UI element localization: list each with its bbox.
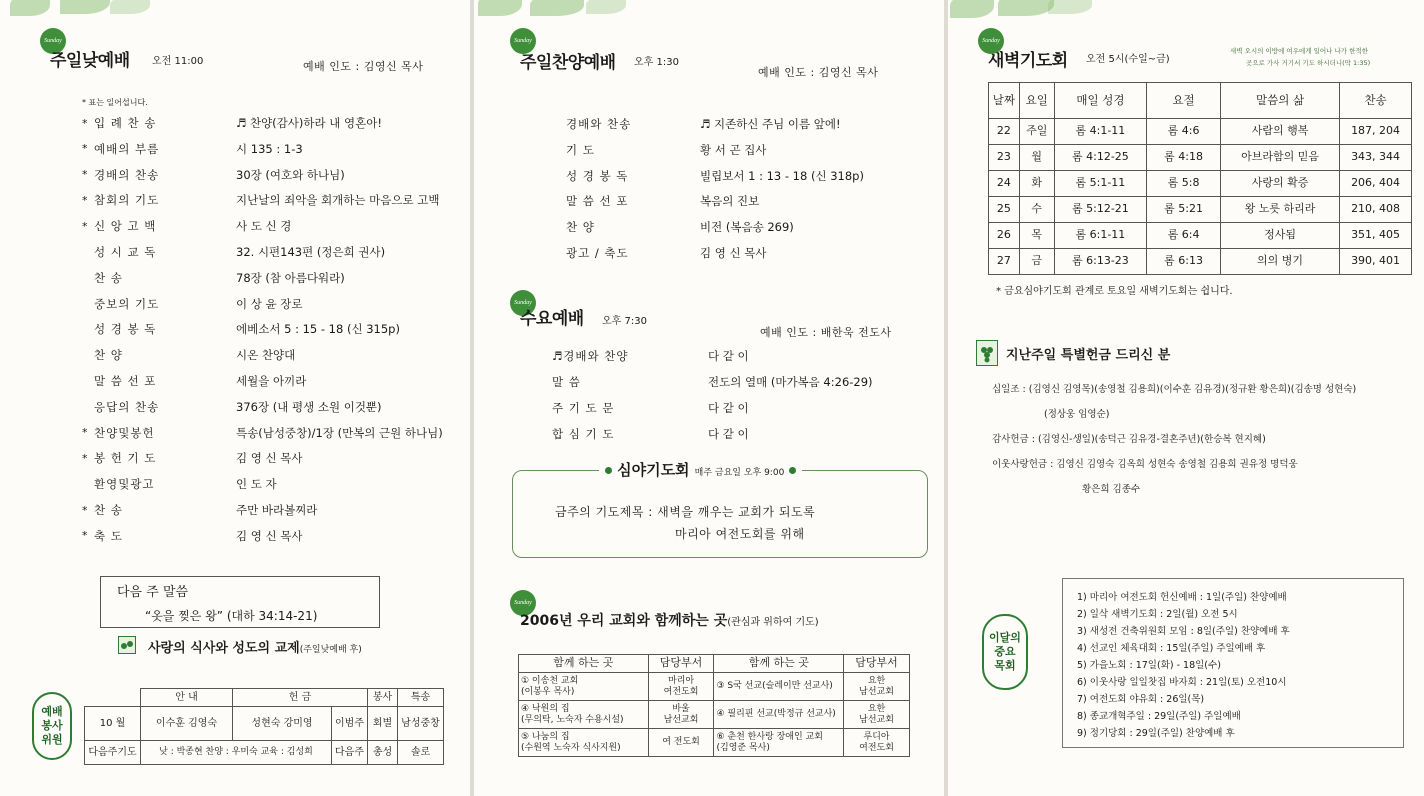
table-cell: 210, 408 bbox=[1340, 197, 1412, 223]
table-cell: 10 월 bbox=[85, 707, 141, 741]
table-cell: 목 bbox=[1019, 223, 1054, 249]
wednesday-time: 오후 7:30 bbox=[602, 316, 647, 327]
table-cell: 343, 344 bbox=[1340, 145, 1412, 171]
order-label: 응답의 찬송 bbox=[94, 399, 160, 414]
order-row bbox=[552, 398, 749, 418]
order-label: 축 도 bbox=[94, 528, 123, 543]
table-cell: 수 bbox=[1019, 197, 1054, 223]
table-cell: 롬 6:13 bbox=[1147, 249, 1221, 275]
table-cell: 요한 남선교회 bbox=[844, 701, 910, 729]
month-label-3: 목회 bbox=[994, 659, 1016, 673]
table-cell: 롬 5:12-21 bbox=[1054, 197, 1146, 223]
table-cell: 다음주기도 bbox=[85, 741, 141, 765]
order-row bbox=[82, 500, 317, 520]
table-cell: 남성중창 bbox=[398, 707, 444, 741]
order-row bbox=[82, 294, 303, 314]
committee-label bbox=[32, 692, 72, 760]
next-week-title: 다음 주 말씀 bbox=[117, 585, 189, 600]
table-cell: 솔로 bbox=[398, 741, 444, 765]
panel-dawn-prayer bbox=[948, 0, 1424, 796]
order-row bbox=[82, 371, 306, 391]
grape-icon bbox=[976, 340, 998, 366]
mission-title: 2006년 우리 교회와 함께하는 곳 bbox=[520, 613, 728, 629]
order-value: 세월을 아끼라 bbox=[236, 374, 307, 388]
order-row bbox=[82, 113, 382, 133]
table-cell: 25 bbox=[989, 197, 1020, 223]
table-header-row bbox=[519, 655, 910, 673]
order-mark: * bbox=[82, 503, 88, 517]
table-cell: 롬 6:1-11 bbox=[1054, 223, 1146, 249]
order-row bbox=[552, 372, 873, 392]
order-row bbox=[566, 166, 864, 186]
order-label: 찬 송 bbox=[94, 503, 123, 517]
order-row bbox=[82, 242, 385, 262]
mission-table bbox=[518, 654, 910, 757]
dawn-prayer-table bbox=[988, 82, 1412, 275]
fellowship-note: (주일낮예배 후) bbox=[299, 645, 362, 655]
order-label: 기 도 bbox=[566, 142, 595, 157]
table-row bbox=[989, 145, 1412, 171]
table-cell: 낮 : 박종현 찬양 : 우미숙 교육 : 김성희 bbox=[141, 741, 332, 765]
order-label: 광고 / 축도 bbox=[566, 246, 629, 260]
offering-title: 지난주일 특별헌금 드리신 분 bbox=[1006, 348, 1171, 363]
committee-label-2: 봉사 bbox=[41, 719, 63, 733]
order-row bbox=[82, 139, 303, 159]
order-row bbox=[552, 424, 749, 444]
order-mark: * bbox=[82, 219, 88, 233]
order-value: 78장 (참 아름다워라) bbox=[236, 270, 345, 285]
service-time: 오전 11:00 bbox=[152, 56, 204, 67]
table-row bbox=[989, 223, 1412, 249]
sunday-logo: Sunday bbox=[510, 290, 536, 316]
table-cell: 사람의 행복 bbox=[1221, 119, 1340, 145]
order-label: 말 씀 bbox=[552, 375, 581, 389]
table-row bbox=[989, 197, 1412, 223]
order-value: 김 영 신 목사 bbox=[236, 528, 303, 543]
table-header: 매일 성경 bbox=[1054, 83, 1146, 119]
order-value: 주만 바라볼찌라 bbox=[236, 503, 318, 517]
mission-note: (관심과 위하여 기도) bbox=[727, 617, 819, 628]
table-header: 봉사 bbox=[368, 689, 398, 707]
month-event-item: 8) 종교개혁주일 : 29일(주일) 주일예배 bbox=[1077, 711, 1241, 722]
table-header: 특송 bbox=[398, 689, 444, 707]
table-row bbox=[989, 171, 1412, 197]
service-time: 오전 5시(수일~금) bbox=[1086, 54, 1170, 65]
order-label: 찬 양 bbox=[94, 348, 123, 363]
next-week-text: “옷을 찢은 왕” (대하 34:14-21) bbox=[145, 609, 318, 623]
order-row bbox=[566, 140, 767, 160]
sunday-logo: Sunday bbox=[978, 28, 1004, 54]
table-cell: 다음주 bbox=[332, 741, 368, 765]
table-cell: 요한 남선교회 bbox=[844, 673, 910, 701]
table-header: 헌 금 bbox=[233, 689, 368, 707]
offering-line: 십일조 : (김영신 김영목)(송영철 김용희)(이수훈 김유경)(정규환 황은희)(김송명 성현숙) bbox=[992, 384, 1357, 395]
month-label-2: 중요 bbox=[994, 644, 1016, 658]
table-header: 요일 bbox=[1019, 83, 1054, 119]
table-row bbox=[519, 729, 910, 757]
order-row bbox=[82, 423, 443, 443]
panel-afternoon bbox=[474, 0, 946, 796]
order-mark: * bbox=[82, 116, 88, 130]
table-cell: 26 bbox=[989, 223, 1020, 249]
order-row bbox=[82, 190, 439, 210]
dawn-table-note: * 금요심야기도회 관계로 토요일 새벽기도회는 쉽니다. bbox=[996, 286, 1233, 297]
month-event-item: 4) 선교인 체육대회 : 15일(주일) 주일예배 후 bbox=[1077, 643, 1266, 654]
standing-note: * 표는 일어섭니다. bbox=[82, 98, 148, 107]
panel-sunday-morning bbox=[0, 0, 470, 796]
table-cell: 24 bbox=[989, 171, 1020, 197]
month-label-1: 이달의 bbox=[989, 630, 1021, 644]
table-row bbox=[989, 119, 1412, 145]
order-mark: * bbox=[82, 426, 88, 440]
table-row bbox=[989, 249, 1412, 275]
order-value: 시 135 : 1-3 bbox=[236, 141, 303, 156]
order-label: 참회의 기도 bbox=[94, 193, 160, 208]
order-value: 황 서 곤 집사 bbox=[700, 142, 767, 157]
table-header: 말씀의 삶 bbox=[1221, 83, 1340, 119]
order-value: 다 같 이 bbox=[708, 349, 749, 363]
sunday-logo: Sunday bbox=[510, 590, 536, 616]
order-value: 다 같 이 bbox=[708, 401, 749, 415]
bullet-icon bbox=[605, 467, 612, 474]
order-value: ♬ 찬양(감사)하라 내 영혼아! bbox=[236, 116, 382, 130]
table-cell: ⑥ 춘천 한사랑 장애인 교회 (김영준 목사) bbox=[714, 729, 844, 757]
table-cell: 27 bbox=[989, 249, 1020, 275]
table-cell: 의의 병기 bbox=[1221, 249, 1340, 275]
order-value: 김 영 신 목사 bbox=[236, 451, 303, 466]
fellowship-title bbox=[148, 637, 362, 656]
offering-line: 이웃사랑헌금 : 김영신 김영숙 김옥희 성현숙 송영철 김용희 권유정 명덕웅 bbox=[992, 459, 1298, 470]
order-row bbox=[566, 114, 841, 134]
section-title: 새벽기도회 bbox=[988, 51, 1068, 71]
month-label bbox=[982, 614, 1028, 690]
order-value: 30장 (여호와 하나님) bbox=[236, 167, 345, 182]
order-value: 이 상 윤 장로 bbox=[236, 296, 303, 311]
table-cell: 이수훈 김영숙 bbox=[141, 707, 233, 741]
table-cell: 롬 4:18 bbox=[1147, 145, 1221, 171]
order-label: 입 례 찬 송 bbox=[94, 116, 157, 130]
table-cell: ③ S국 선교(슬레이만 선교사) bbox=[714, 673, 844, 701]
prayer-topic: 금주의 기도제목 : 새벽을 깨우는 교회가 되도록 bbox=[555, 505, 816, 519]
order-label: 찬양및봉헌 bbox=[94, 425, 155, 440]
table-cell: 마리아 여전도회 bbox=[648, 673, 714, 701]
month-event-item: 2) 일삭 새벽기도회 : 2일(월) 오전 5시 bbox=[1077, 609, 1238, 620]
order-row bbox=[82, 397, 382, 417]
month-event-item: 7) 여전도회 야유회 : 26일(목) bbox=[1077, 694, 1205, 705]
table-header-row bbox=[989, 83, 1412, 119]
table-cell: 여 전도회 bbox=[648, 729, 714, 757]
service-leader: 예배 인도 : 김영신 목사 bbox=[303, 60, 424, 73]
order-label: 신 앙 고 백 bbox=[94, 219, 157, 234]
table-row bbox=[519, 701, 910, 729]
night-prayer-heading bbox=[599, 459, 802, 480]
table-header: 함께 하는 곳 bbox=[519, 655, 649, 673]
table-header: 함께 하는 곳 bbox=[714, 655, 844, 673]
table-cell: ④ 필리핀 선교(박정규 선교사) bbox=[714, 701, 844, 729]
table-cell: 롬 5:21 bbox=[1147, 197, 1221, 223]
month-event-item: 1) 마리아 여전도회 헌신예배 : 1일(주일) 찬양예배 bbox=[1077, 592, 1287, 603]
order-label: 예배의 부름 bbox=[94, 141, 160, 156]
table-cell: 22 bbox=[989, 119, 1020, 145]
table-cell: 롬 5:1-11 bbox=[1054, 171, 1146, 197]
table-header: 날짜 bbox=[989, 83, 1020, 119]
order-label: 경배의 찬송 bbox=[94, 167, 160, 182]
table-cell: 주일 bbox=[1019, 119, 1054, 145]
order-row bbox=[82, 448, 303, 468]
order-value: 인 도 자 bbox=[236, 477, 277, 492]
order-row bbox=[566, 243, 767, 263]
order-row bbox=[566, 217, 794, 237]
sunday-logo: Sunday bbox=[40, 28, 66, 54]
table-cell: 206, 404 bbox=[1340, 171, 1412, 197]
wednesday-leader: 예배 인도 : 배한욱 전도사 bbox=[760, 326, 892, 339]
order-label: 찬 송 bbox=[94, 270, 123, 285]
order-mark: * bbox=[82, 168, 88, 182]
order-mark: * bbox=[82, 529, 88, 543]
order-row bbox=[82, 165, 345, 185]
table-cell: ⑤ 나눔의 집 (수원역 노숙자 식사지원) bbox=[519, 729, 649, 757]
month-event-item: 5) 가을노회 : 17일(화) - 18일(수) bbox=[1077, 660, 1221, 671]
verse-line-1: 새벽 오시의 이방에 여우에게 일어나 나가 한적한 bbox=[1230, 47, 1368, 55]
table-cell: 화 bbox=[1019, 171, 1054, 197]
table-cell: 351, 405 bbox=[1340, 223, 1412, 249]
section-title: 주일찬양예배 bbox=[520, 53, 616, 73]
order-label: 중보의 기도 bbox=[94, 296, 160, 311]
order-value: 사 도 신 경 bbox=[236, 219, 292, 234]
committee-label-3: 위원 bbox=[41, 732, 63, 746]
order-label: 찬 양 bbox=[566, 220, 595, 235]
table-cell: 롬 4:1-11 bbox=[1054, 119, 1146, 145]
bullet-icon bbox=[789, 467, 796, 474]
night-prayer-time: 매주 금요일 오후 9:00 bbox=[694, 468, 785, 478]
order-row bbox=[82, 474, 277, 494]
table-header: 담당부서 bbox=[844, 655, 910, 673]
order-label: 성 경 봉 독 bbox=[566, 168, 629, 183]
order-row bbox=[552, 346, 749, 366]
order-value: 376장 (내 평생 소원 이것뿐) bbox=[236, 399, 382, 414]
table-cell: 성현숙 강미영 bbox=[233, 707, 332, 741]
order-row bbox=[82, 268, 345, 288]
table-cell: 187, 204 bbox=[1340, 119, 1412, 145]
offering-line: 감사헌금 : (김영신-생일)(송덕근 김유경-결혼주년)(한승복 현지혜) bbox=[992, 434, 1266, 445]
night-prayer-title: 심야기도회 bbox=[617, 461, 690, 479]
order-label: 성 시 교 독 bbox=[94, 245, 157, 259]
order-label: 말 씀 선 포 bbox=[566, 194, 629, 209]
order-value: 전도의 열매 (마가복음 4:26-29) bbox=[708, 375, 873, 389]
table-cell: 총성 bbox=[368, 741, 398, 765]
table-cell: ① 이송천 교회 (이봉우 목사) bbox=[519, 673, 649, 701]
table-header-blank bbox=[85, 689, 141, 707]
wednesday-title: 수요예배 bbox=[520, 309, 584, 329]
order-label: ♬경배와 찬양 bbox=[552, 349, 629, 363]
section-title: 주일낮예배 bbox=[50, 51, 130, 71]
order-value: 빌립보서 1 : 13 - 18 (신 318p) bbox=[700, 168, 864, 183]
table-cell: 23 bbox=[989, 145, 1020, 171]
table-header: 안 내 bbox=[141, 689, 233, 707]
month-event-item: 6) 이웃사랑 일일찻집 바자회 : 21일(토) 오전10시 bbox=[1077, 677, 1287, 688]
order-row bbox=[82, 345, 295, 365]
table-cell: 월 bbox=[1019, 145, 1054, 171]
table-cell: 롬 6:13-23 bbox=[1054, 249, 1146, 275]
table-cell: 바울 남선교회 bbox=[648, 701, 714, 729]
mission-heading bbox=[520, 610, 819, 630]
order-value: 32. 시편143편 (정은희 권사) bbox=[236, 245, 386, 259]
order-value: 김 영 신 목사 bbox=[700, 246, 767, 260]
service-time: 오후 1:30 bbox=[634, 57, 679, 68]
order-mark: * bbox=[82, 451, 88, 465]
table-cell: 왕 노릇 하리라 bbox=[1221, 197, 1340, 223]
order-label: 환영및광고 bbox=[94, 477, 155, 492]
table-cell: 아브라함의 믿음 bbox=[1221, 145, 1340, 171]
month-event-item: 3) 새성전 건축위원회 모임 : 8일(주일) 찬양예배 후 bbox=[1077, 626, 1290, 637]
committee-label-1: 예배 bbox=[41, 705, 63, 719]
service-leader: 예배 인도 : 김영신 목사 bbox=[758, 66, 879, 79]
month-event-item: 9) 정기당회 : 29일(주일) 찬양예배 후 bbox=[1077, 728, 1235, 739]
order-value: 시온 찬양대 bbox=[236, 348, 296, 363]
fellowship-title-text: 사랑의 식사와 성도의 교제 bbox=[148, 641, 300, 656]
committee-table bbox=[84, 688, 444, 765]
table-cell: 회별 bbox=[368, 707, 398, 741]
order-value: 지난날의 죄악을 회개하는 마음으로 고백 bbox=[236, 193, 440, 208]
table-row bbox=[519, 673, 910, 701]
order-value: 복음의 진보 bbox=[700, 194, 760, 209]
next-week-word-box bbox=[100, 576, 380, 628]
table-cell: 정사됨 bbox=[1221, 223, 1340, 249]
night-prayer-box bbox=[512, 461, 928, 558]
table-cell: 롬 6:4 bbox=[1147, 223, 1221, 249]
offering-line: 황은희 김종수 bbox=[1082, 484, 1141, 495]
prayer-topic-2: 마리아 여전도회를 위해 bbox=[675, 527, 805, 541]
table-cell: 사랑의 확증 bbox=[1221, 171, 1340, 197]
table-cell: 금 bbox=[1019, 249, 1054, 275]
order-value: 에베소서 5 : 15 - 18 (신 315p) bbox=[236, 322, 400, 337]
order-mark: * bbox=[82, 193, 88, 207]
table-header: 찬송 bbox=[1340, 83, 1412, 119]
table-cell: 루디아 여전도회 bbox=[844, 729, 910, 757]
order-label: 봉 헌 기 도 bbox=[94, 451, 157, 466]
table-cell: 롬 5:8 bbox=[1147, 171, 1221, 197]
month-events-box bbox=[1062, 578, 1404, 748]
order-row bbox=[82, 319, 400, 339]
table-cell: 390, 401 bbox=[1340, 249, 1412, 275]
order-row bbox=[82, 526, 303, 546]
order-label: 경배와 찬송 bbox=[566, 117, 632, 131]
order-label: 말 씀 선 포 bbox=[94, 374, 157, 388]
table-cell: 이범주 bbox=[332, 707, 368, 741]
offering-line: (정상웅 임영순) bbox=[1044, 409, 1110, 420]
order-value: 특송(남성중창)/1장 (만복의 근원 하나님) bbox=[236, 425, 443, 440]
table-cell: 롬 4:12-25 bbox=[1054, 145, 1146, 171]
order-label: 성 경 봉 독 bbox=[94, 322, 157, 337]
table-cell: ④ 낙원의 집 (무의탁, 노숙자 수용시설) bbox=[519, 701, 649, 729]
table-header: 담당부서 bbox=[648, 655, 714, 673]
order-mark: * bbox=[82, 142, 88, 156]
order-value: ♬ 지존하신 주님 이름 앞에! bbox=[700, 117, 841, 131]
meal-icon bbox=[118, 636, 136, 654]
order-value: 비전 (복음송 269) bbox=[700, 220, 794, 235]
order-row bbox=[566, 191, 759, 211]
table-header: 요절 bbox=[1147, 83, 1221, 119]
verse-line-2: 곳으로 가사 거기서 기도 하시더니(막 1:35) bbox=[1246, 59, 1371, 67]
order-label: 합 심 기 도 bbox=[552, 427, 615, 441]
order-value: 다 같 이 bbox=[708, 427, 749, 441]
table-cell: 롬 4:6 bbox=[1147, 119, 1221, 145]
order-row bbox=[82, 216, 291, 236]
sunday-logo: Sunday bbox=[510, 28, 536, 54]
order-label: 주 기 도 문 bbox=[552, 401, 615, 415]
